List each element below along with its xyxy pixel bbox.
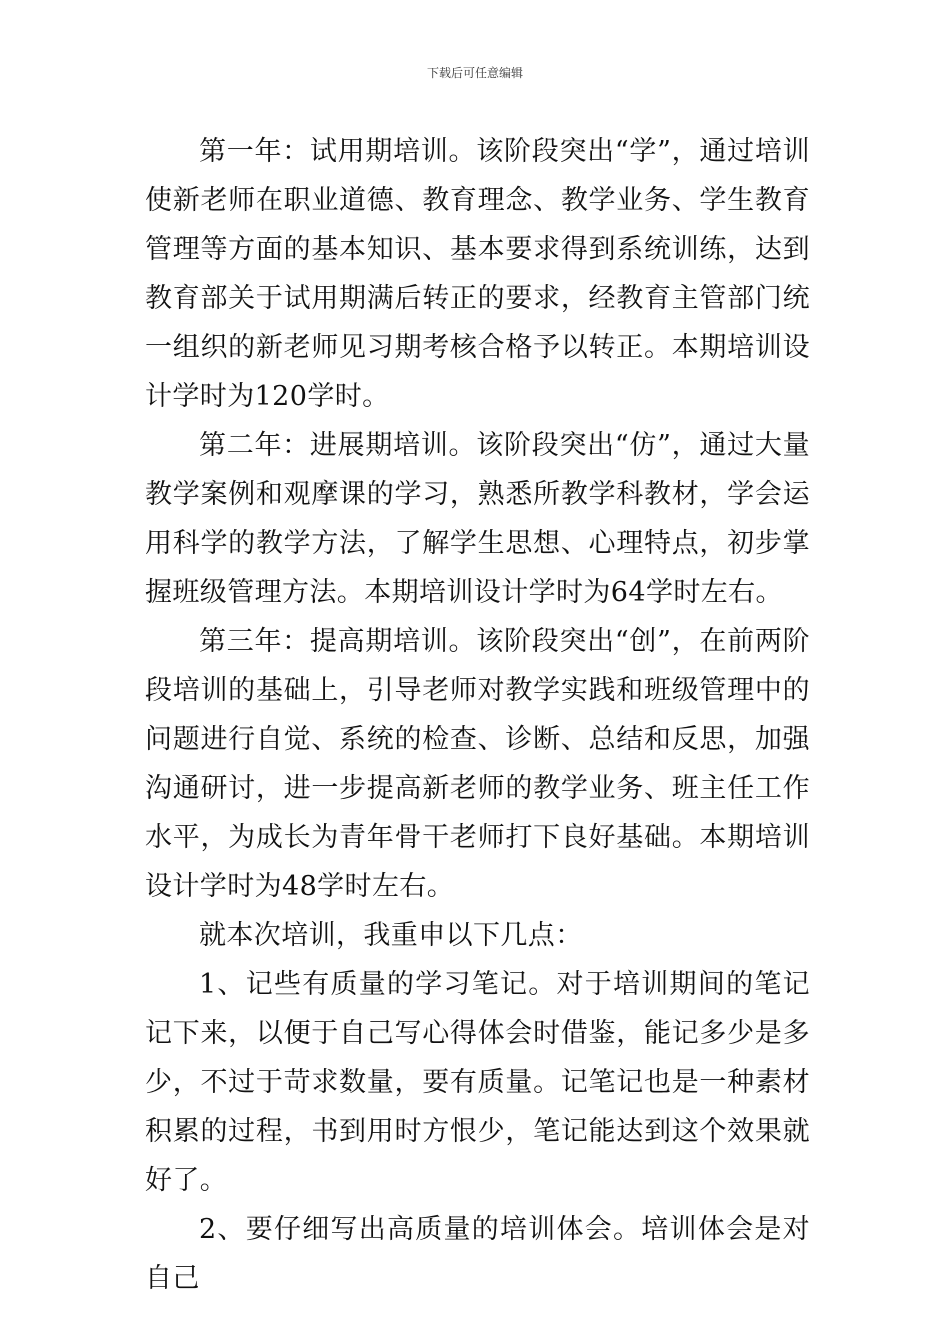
document-body <box>145 127 810 1303</box>
paragraph-intro-points: 就本次培训，我重申以下几点： <box>199 920 583 951</box>
paragraph-point-two: 2、要仔细写出高质量的培训体会。培训体会是对自己 <box>145 1214 810 1294</box>
paragraph-year-two: 第二年：进展期培训。该阶段突出“仿”，通过大量教学案例和观摩课的学习，熟悉所教学科教材，学会运用科学的教学方法，了解学生思想、心理特点，初步掌握班级管理方法。本期培训设计学时为64学时左右。 <box>145 430 810 608</box>
paragraph-year-one: 第一年：试用期培训。该阶段突出“学”，通过培训使新老师在职业道德、教育理念、教学业务、学生教育管理等方面的基本知识、基本要求得到系统训练，达到教育部关于试用期满后转正的要求，经教育主管部门统一组织的新老师见习期考核合格予以转正。本期培训设计学时为120学时。 <box>145 136 810 412</box>
paragraph-year-three: 第三年：提高期培训。该阶段突出“创”，在前两阶段培训的基础上，引导老师对教学实践和班级管理中的问题进行自觉、系统的检查、诊断、总结和反思，加强沟通研讨，进一步提高新老师的教学业务、班主任工作水平，为成长为青年骨干老师打下良好基础。本期培训设计学时为48学时左右。 <box>145 626 810 902</box>
header-note: 下载后可任意编辑 <box>426 66 523 80</box>
paragraph-point-one: 1、记些有质量的学习笔记。对于培训期间的笔记记下来，以便于自己写心得体会时借鉴，能记多少是多少，不过于苛求数量，要有质量。记笔记也是一种素材积累的过程，书到用时方恨少，笔记能达到这个效果就好了。 <box>145 969 810 1196</box>
